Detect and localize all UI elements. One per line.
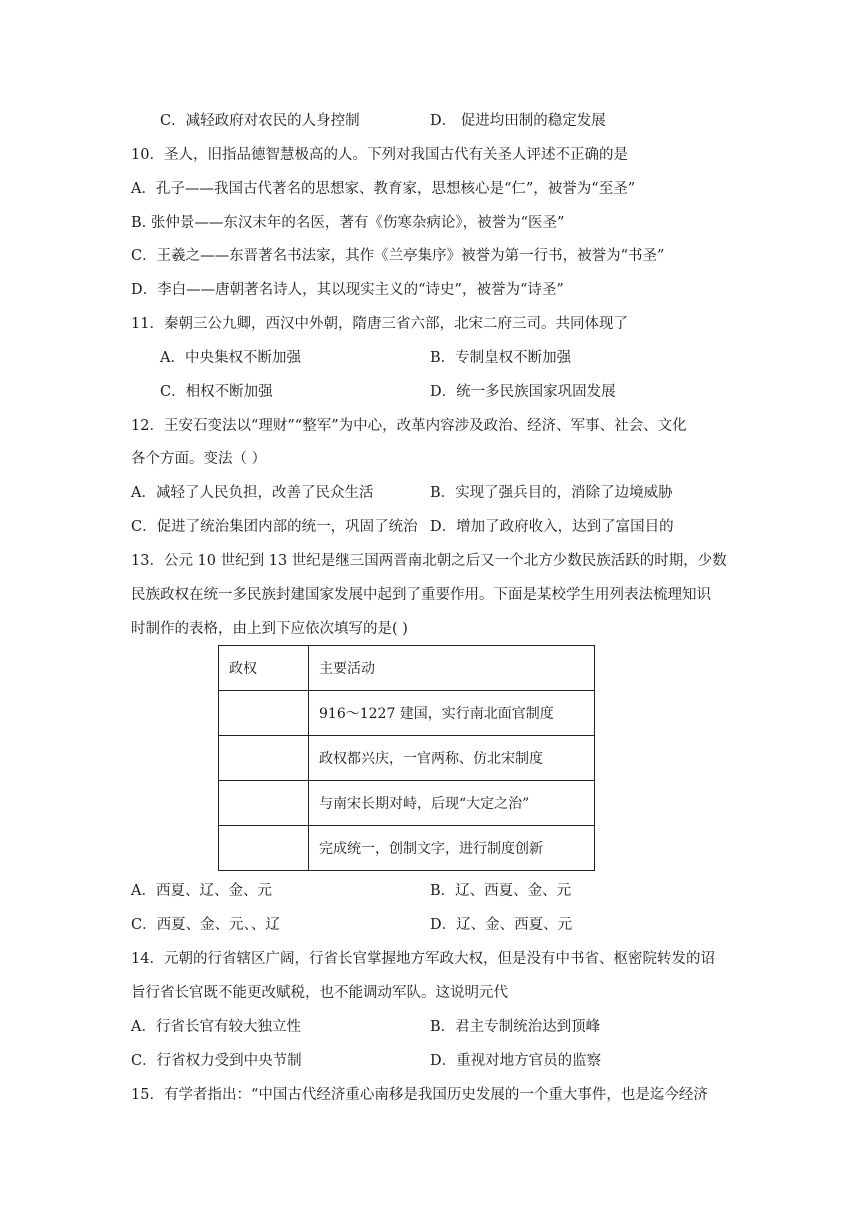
q13-option-a: A．西夏、辽、金、元 [131, 883, 272, 899]
table-cell-activity: 916～1227 建国，实行南北面官制度 [309, 691, 595, 736]
table-row [219, 736, 595, 781]
table-cell-activity: 完成统一，创制文字，进行制度创新 [309, 826, 595, 871]
q12-option-c: C．促进了统治集团内部的统一，巩固了统治 [131, 519, 418, 535]
q12-stem-line1: 12．王安石变法以“理财”“整军”为中心，改革内容涉及政治、经济、军事、社会、文化 [131, 418, 687, 434]
q15-stem-line1: 15．有学者指出：“中国古代经济重心南移是我国历史发展的一个重大事件，也是迄今经济 [131, 1087, 708, 1103]
q14-option-b: B．君主专制统治达到顶峰 [430, 1019, 601, 1035]
table-cell-regime [219, 826, 309, 871]
q14-option-c: C．行省权力受到中央节制 [131, 1053, 302, 1069]
q10-stem: 10．圣人，旧指品德智慧极高的人。下列对我国古代有关圣人评述不正确的是 [131, 147, 628, 163]
q10-option-c: C．王羲之——东晋著名书法家，其作《兰亭集序》被誉为第一行书，被誉为“书圣” [131, 248, 665, 264]
q12-option-b: B．实现了强兵目的，消除了边境威胁 [430, 485, 673, 501]
q11-stem: 11．秦朝三公九卿，西汉中外朝，隋唐三省六部，北宋二府三司。共同体现了 [131, 316, 628, 332]
q12-option-d: D．增加了政府收入，达到了富国目的 [430, 519, 674, 535]
table-cell-activity: 与南宋长期对峙，后现“大定之治” [309, 781, 595, 826]
q13-option-b: B．辽、西夏、金、元 [430, 883, 572, 899]
q10-option-a: A．孔子——我国古代著名的思想家、教育家，思想核心是“仁”，被誉为“至圣” [131, 181, 636, 197]
q11-option-c: C．相权不断加强 [160, 384, 273, 400]
q13-option-c: C．西夏、金、元、、辽 [131, 917, 280, 933]
q12-option-a: A．减轻了人民负担，改善了民众生活 [131, 485, 374, 501]
q11-option-a: A．中央集权不断加强 [160, 350, 301, 366]
table-row [219, 826, 595, 871]
q9-option-d: D． 促进均田制的稳定发展 [430, 113, 606, 129]
q13-option-d: D．辽、金、西夏、元 [430, 917, 573, 933]
q10-option-d: D．李白——唐朝著名诗人，其以现实主义的“诗史”，被誉为“诗圣” [131, 282, 564, 298]
table-row [219, 781, 595, 826]
table-cell-regime [219, 736, 309, 781]
table-row [219, 691, 595, 736]
table-header-row [219, 646, 595, 691]
q14-option-d: D．重视对地方官员的监察 [430, 1053, 602, 1069]
q9-option-c: C．减轻政府对农民的人身控制 [160, 113, 360, 129]
q14-stem-line1: 14．元朝的行省辖区广阔，行省长官掌握地方军政大权，但是没有中书省、枢密院转发的诏 [131, 951, 715, 967]
q13-stem-line2: 民族政权在统一多民族封建国家发展中起到了重要作用。下面是某校学生用列表法梳理知识 [131, 587, 711, 603]
q14-option-a: A．行省长官有较大独立性 [131, 1019, 301, 1035]
q11-option-b: B．专制皇权不断加强 [430, 350, 572, 366]
q12-stem-line2: 各个方面。变法（ ） [131, 451, 267, 467]
q14-stem-line2: 旨行省长官既不能更改赋税，也不能调动军队。这说明元代 [131, 985, 508, 1001]
q10-option-b: B. 张仲景——东汉末年的名医，著有《伤寒杂病论》，被誉为“医圣” [131, 215, 565, 231]
table-cell-regime [219, 781, 309, 826]
table-cell-activity: 政权都兴庆，一官两称、仿北宋制度 [309, 736, 595, 781]
regime-activity-table [218, 645, 595, 871]
q13-stem-line1: 13．公元 10 世纪到 13 世纪是继三国两晋南北朝之后又一个北方少数民族活跃的时期，少数 [131, 553, 727, 569]
table-cell-regime [219, 691, 309, 736]
table-header-activity: 主要活动 [309, 646, 595, 691]
table-header-regime: 政权 [219, 646, 309, 691]
q11-option-d: D．统一多民族国家巩固发展 [430, 384, 616, 400]
q13-stem-line3: 时制作的表格，由上到下应依次填写的是( ) [131, 621, 408, 637]
